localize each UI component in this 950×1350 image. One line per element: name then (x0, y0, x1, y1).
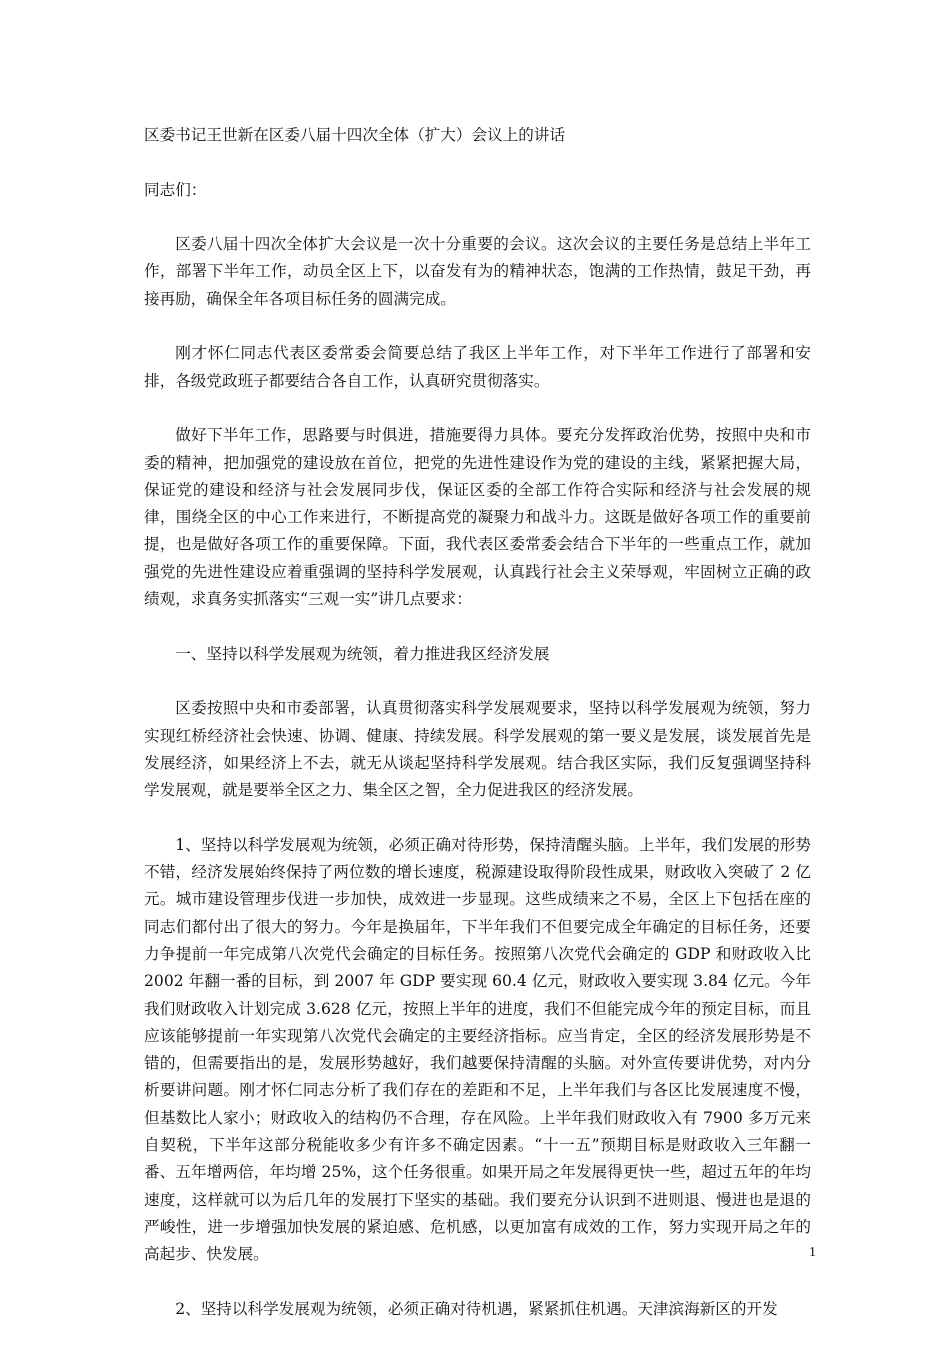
paragraph-point-2: 2、坚持以科学发展观为统领，必须正确对待机遇，紧紧抓住机遇。天津滨海新区的开发 (175, 1299, 778, 1318)
document-body (144, 122, 811, 1350)
paragraph-section-1: 区委按照中央和市委部署，认真贯彻落实科学发展观要求，坚持以科学发展观为统领，努力实现红桥经济社会快速、协调、健康、持续发展。科学发展观的第一要义是发展，谈发展首先是发展经济，如果经济上不去，就无从谈起坚持科学发展观。结合我区实际，我们反复强调坚持科学发展观，就是要举全区之力、集全区之智，全力促进我区的经济发展。 (144, 699, 811, 800)
paragraph-intro: 区委八届十四次全体扩大会议是一次十分重要的会议。这次会议的主要任务是总结上半年工作，部署下半年工作，动员全区上下，以奋发有为的精神状态，饱满的工作热情，鼓足干劲，再接再励，确保全年各项目标任务的圆满完成。 (144, 235, 811, 308)
section-heading-1: 一、坚持以科学发展观为统领，着力推进我区经济发展 (175, 644, 550, 663)
document-title: 区委书记王世新在区委八届十四次全体（扩大）会议上的讲话 (144, 126, 566, 144)
salutation: 同志们： (144, 180, 207, 199)
paragraph-review: 刚才怀仁同志代表区委常委会简要总结了我区上半年工作，对下半年工作进行了部署和安排，各级党政班子都要结合各自工作，认真研究贯彻落实。 (144, 344, 811, 390)
page-number: 1 (809, 1245, 816, 1260)
paragraph-requirements: 做好下半年工作，思路要与时俱进，措施要得力具体。要充分发挥政治优势，按照中央和市委的精神，把加强党的建设放在首位，把党的先进性建设作为党的建设的主线，紧紧把握大局，保证党的建设和经济与社会发展同步伐，保证区委的全部工作符合实际和经济与社会发展的规律，围绕全区的中心工作来进行，不断提高党的凝聚力和战斗力。这既是做好各项工作的重要前提，也是做好各项工作的重要保障。下面，我代表区委常委会结合下半年的一些重点工作，就加强党的先进性建设应着重强调的坚持科学发展观，认真践行社会主义荣辱观，牢固树立正确的政绩观，求真务实抓落实“三观一实”讲几点要求： (144, 426, 811, 609)
paragraph-point-1: 1、坚持以科学发展观为统领，必须正确对待形势，保持清醒头脑。上半年，我们发展的形势不错，经济发展始终保持了两位数的增长速度，税源建设取得阶段性成果，财政收入突破了 2 亿元。城市建设管理步伐进一步加快，成效进一步显现。这些成绩来之不易，全区上下包括在座的同志们都付出了很大的努力。今年是换届年，下半年我们不但要完成全年确定的目标任务，还要力争提前一年完成第八次党代会确定的目标任务。按照第八次党代会确定的 GDP 和财政收入比 2002 年翻一番的目标，到 2007 年 GDP 要实现 60.4 亿元，财政收入要实现 3.84 亿元。今年我们财政收入计划完成 3.628 亿元，按照上半年的进度，我们不但能完成今年的预定目标，而且应该能够提前一年实现第八次党代会确定的主要经济指标。应当肯定，全区的经济发展形势是不错的，但需要指出的是，发展形势越好，我们越要保持清醒的头脑。对外宣传要讲优势，对内分析要讲问题。刚才怀仁同志分析了我们存在的差距和不足，上半年我们与各区比发展速度不慢，但基数比人家小；财政收入的结构仍不合理，存在风险。上半年我们财政收入有 7900 多万元来自契税，下半年这部分税能收多少有许多不确定因素。“十一五”预期目标是财政收入三年翻一番、五年增两倍，年均增 25%，这个任务很重。如果开局之年发展得更快一些，超过五年的年均速度，这样就可以为后几年的发展打下坚实的基础。我们要充分认识到不进则退、慢进也是退的严峻性，进一步增强加快发展的紧迫感、危机感，以更加富有成效的工作，努力实现开局之年的高起步、快发展。 (144, 835, 811, 1264)
